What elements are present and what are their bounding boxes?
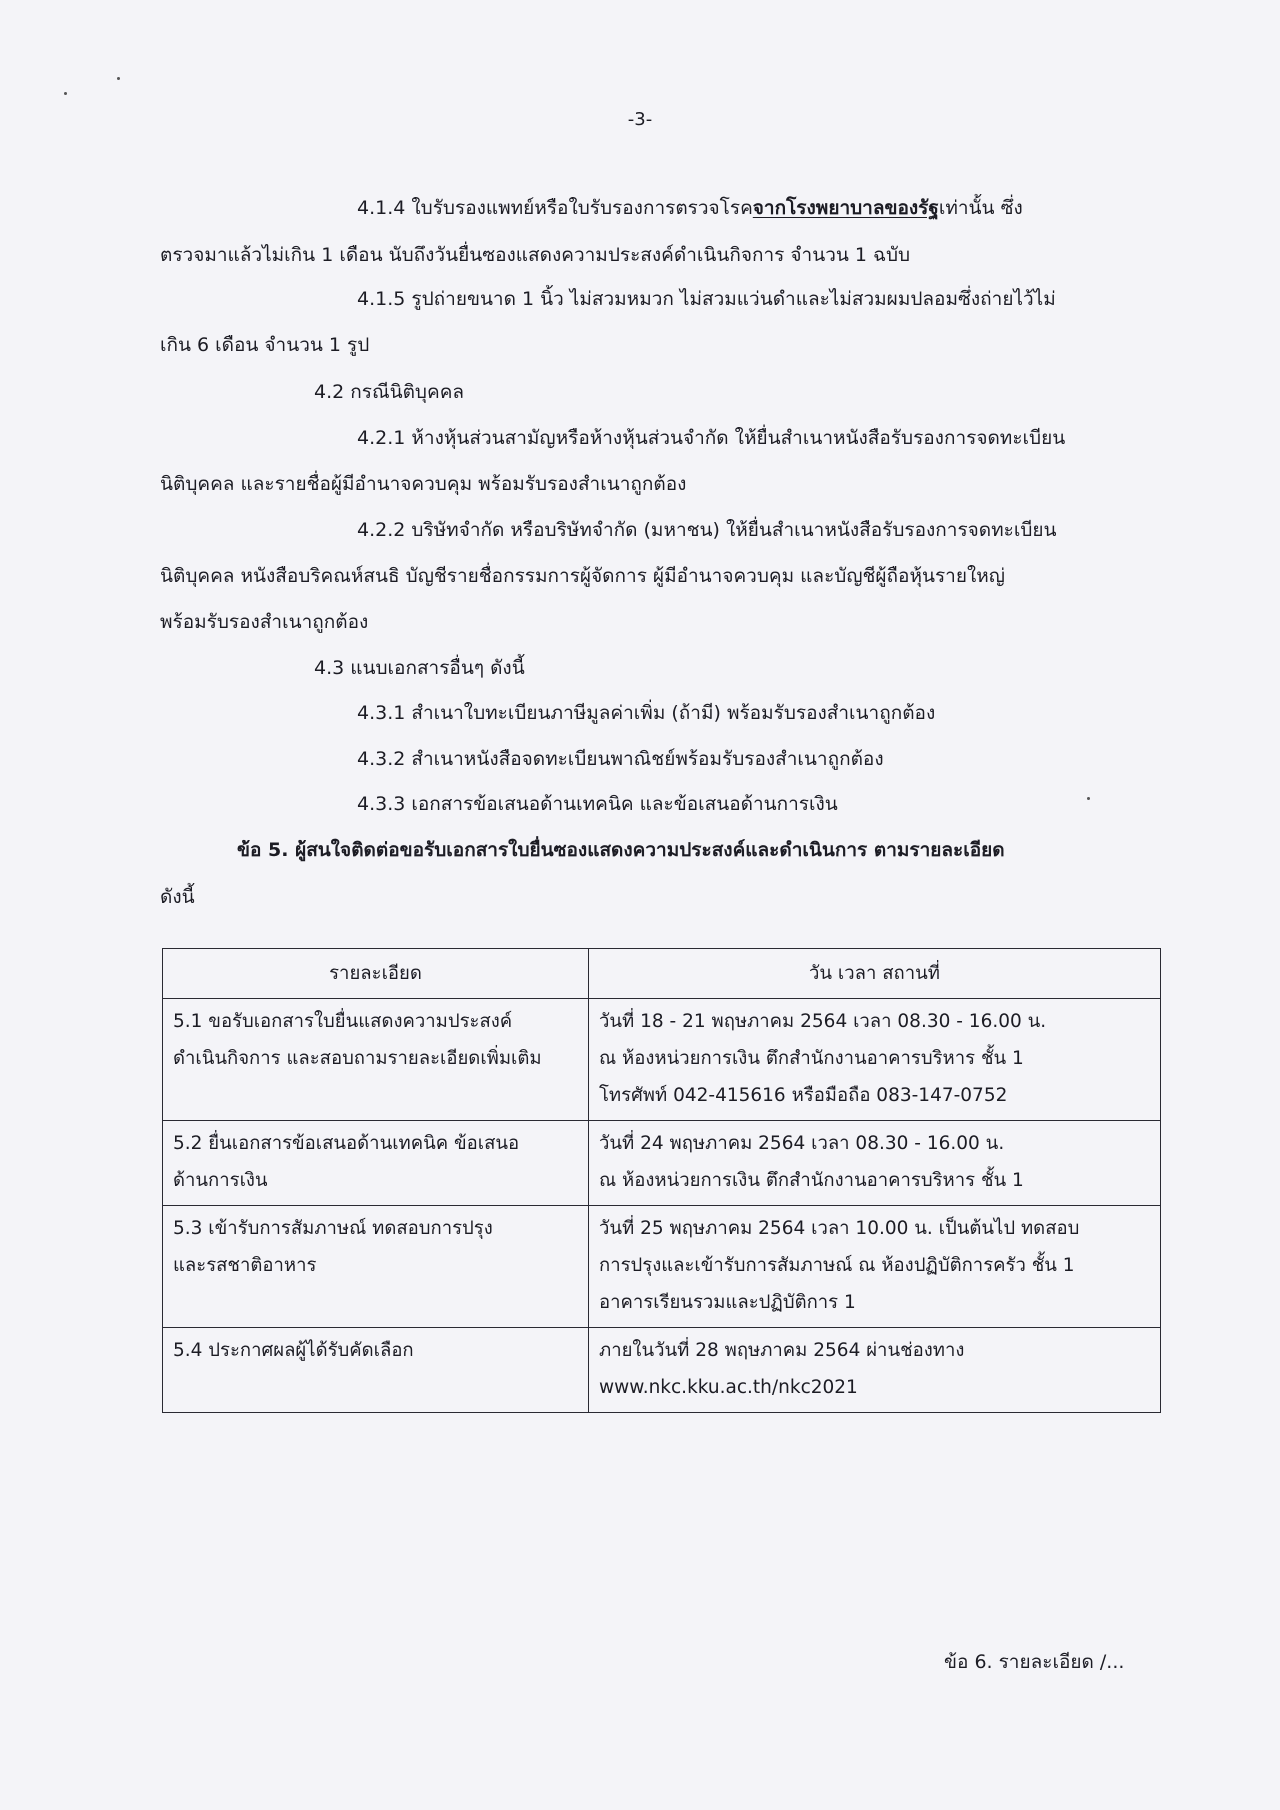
section-4-1-5-line-2: เกิน 6 เดือน จำนวน 1 รูป <box>160 334 370 356</box>
page-number: -3- <box>627 109 653 130</box>
section-4-2-heading: 4.2 กรณีนิติบุคคล <box>314 381 465 403</box>
cell-line: การปรุงและเข้ารับการสัมภาษณ์ ณ ห้องปฏิบัติการครัว ชั้น 1 <box>599 1255 1075 1276</box>
section-4-1-4-lead: 4.1.4 ใบรับรองแพทย์หรือใบรับรองการตรวจโรค <box>357 197 753 219</box>
header-detail: รายละเอียด <box>163 949 589 999</box>
row-5-4-when <box>589 1328 1161 1413</box>
section-4-2-2-line-1: 4.2.2 บริษัทจำกัด หรือบริษัทจำกัด (มหาชน) ให้ยื่นสำเนาหนังสือรับรองการจดทะเบียน <box>357 519 1057 541</box>
section-4-3-heading: 4.3 แนบเอกสารอื่นๆ ดังนี้ <box>314 657 525 679</box>
cell-line: วันที่ 24 พฤษภาคม 2564 เวลา 08.30 - 16.00 น. <box>599 1133 1005 1154</box>
table-row <box>163 1206 1161 1328</box>
cell-line: www.nkc.kku.ac.th/nkc2021 <box>599 1377 858 1398</box>
table-row <box>163 1328 1161 1413</box>
cell-line: ด้านการเงิน <box>173 1170 268 1191</box>
cell-line: ดำเนินกิจการ และสอบถามรายละเอียดเพิ่มเติม <box>173 1048 542 1069</box>
section-4-1-4-line-1 <box>357 194 1023 222</box>
cell-line: อาคารเรียนรวมและปฏิบัติการ 1 <box>599 1292 856 1313</box>
section-4-2-1-line-1: 4.2.1 ห้างหุ้นส่วนสามัญหรือห้างหุ้นส่วนจำกัด ให้ยื่นสำเนาหนังสือรับรองการจดทะเบียน <box>357 427 1066 449</box>
cell-line: โทรศัพท์ 042-415616 หรือมือถือ 083-147-0752 <box>599 1085 1008 1106</box>
row-5-4-detail <box>163 1328 589 1413</box>
row-5-1-detail <box>163 999 589 1121</box>
cell-line: ณ ห้องหน่วยการเงิน ตึกสำนักงานอาคารบริหาร ชั้น 1 <box>599 1048 1024 1069</box>
row-5-1-when <box>589 999 1161 1121</box>
section-5-line-2: ดังนี้ <box>160 886 195 908</box>
cell-line: 5.2 ยื่นเอกสารข้อเสนอด้านเทคนิค ข้อเสนอ <box>173 1133 520 1154</box>
row-5-3-when <box>589 1206 1161 1328</box>
row-5-2-detail <box>163 1121 589 1206</box>
scan-speck <box>117 77 120 80</box>
section-4-2-2-line-3: พร้อมรับรองสำเนาถูกต้อง <box>160 611 369 633</box>
table-row <box>163 1121 1161 1206</box>
schedule-table <box>162 948 1161 1413</box>
table-row <box>163 999 1161 1121</box>
cell-line: 5.4 ประกาศผลผู้ได้รับคัดเลือก <box>173 1340 414 1361</box>
section-4-3-2: 4.3.2 สำเนาหนังสือจดทะเบียนพาณิชย์พร้อมรับรองสำเนาถูกต้อง <box>357 748 884 770</box>
section-4-1-4-tail: เท่านั้น ซึ่ง <box>938 197 1023 219</box>
cell-line: 5.3 เข้ารับการสัมภาษณ์ ทดสอบการปรุง <box>173 1218 493 1239</box>
table-header-row <box>163 949 1161 999</box>
scan-speck <box>64 92 67 95</box>
section-4-3-3: 4.3.3 เอกสารข้อเสนอด้านเทคนิค และข้อเสนอด้านการเงิน <box>357 793 838 815</box>
continuation-footer: ข้อ 6. รายละเอียด /... <box>944 1651 1125 1673</box>
section-4-1-5-line-1: 4.1.5 รูปถ่ายขนาด 1 นิ้ว ไม่สวมหมวก ไม่สวมแว่นดำและไม่สวมผมปลอมซึ่งถ่ายไว้ไม่ <box>357 288 1056 310</box>
section-5-line-1: ข้อ 5. ผู้สนใจติดต่อขอรับเอกสารใบยื่นซองแสดงความประสงค์และดำเนินการ ตามรายละเอียด <box>237 839 1005 861</box>
cell-line: ภายในวันที่ 28 พฤษภาคม 2564 ผ่านช่องทาง <box>599 1340 965 1361</box>
header-date-time-place: วัน เวลา สถานที่ <box>589 949 1161 999</box>
section-4-2-2-line-2: นิติบุคคล หนังสือบริคณห์สนธิ บัญชีรายชื่อกรรมการผู้จัดการ ผู้มีอำนาจควบคุม และบัญชีผู้ถือหุ้นรายใหญ่ <box>160 565 1005 587</box>
cell-line: วันที่ 25 พฤษภาคม 2564 เวลา 10.00 น. เป็นต้นไป ทดสอบ <box>599 1218 1080 1239</box>
section-4-1-4-emphasis: จากโรงพยาบาลของรัฐ <box>752 197 939 219</box>
cell-line: ณ ห้องหน่วยการเงิน ตึกสำนักงานอาคารบริหาร ชั้น 1 <box>599 1170 1024 1191</box>
section-4-1-4-line-2: ตรวจมาแล้วไม่เกิน 1 เดือน นับถึงวันยื่นซองแสดงความประสงค์ดำเนินกิจการ จำนวน 1 ฉบับ <box>160 244 911 266</box>
scan-speck <box>1087 797 1090 800</box>
row-5-3-detail <box>163 1206 589 1328</box>
cell-line: และรสชาติอาหาร <box>173 1255 317 1276</box>
section-4-3-1: 4.3.1 สำเนาใบทะเบียนภาษีมูลค่าเพิ่ม (ถ้ามี) พร้อมรับรองสำเนาถูกต้อง <box>357 702 936 724</box>
cell-line: วันที่ 18 - 21 พฤษภาคม 2564 เวลา 08.30 - 16.00 น. <box>599 1011 1047 1032</box>
cell-line: 5.1 ขอรับเอกสารใบยื่นแสดงความประสงค์ <box>173 1011 513 1032</box>
row-5-2-when <box>589 1121 1161 1206</box>
section-4-2-1-line-2: นิติบุคคล และรายชื่อผู้มีอำนาจควบคุม พร้อมรับรองสำเนาถูกต้อง <box>160 473 687 495</box>
